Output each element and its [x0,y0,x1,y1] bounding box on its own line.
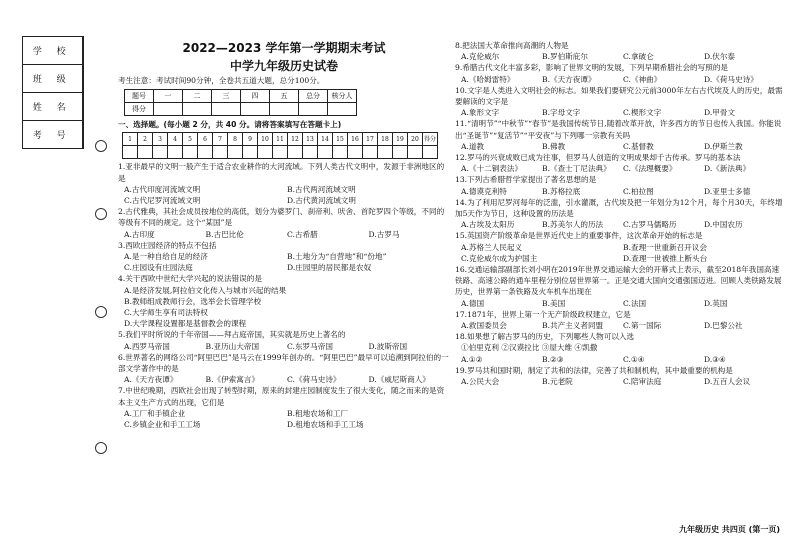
question-option: A.《十二铜表法》 [461,164,523,174]
answer-cell[interactable] [258,146,273,159]
question [455,174,785,196]
right-column [455,40,785,387]
question-option: B.《天方夜谭》 [542,74,596,84]
question-option: C.克伦威尔成为护国主 [461,253,538,263]
name-field[interactable] [82,93,84,121]
question-stem: 13.下列古希腊哲学家提出了著名思想的是 [455,175,597,185]
question-option: D.查理一世被推上断头台 [623,253,708,263]
question [118,329,450,351]
score-cell[interactable] [328,103,357,116]
answer-cell[interactable] [348,146,363,159]
name-label: 姓 名 [23,93,83,121]
exam-number-label: 考 号 [23,121,83,149]
question-option: C.《神曲》 [623,74,662,84]
answer-cell[interactable] [243,146,258,159]
answer-cell[interactable] [408,146,423,159]
binding-holes [95,0,109,550]
option-row [455,320,785,331]
score-cell[interactable] [270,103,299,116]
question-option: B.《伊索寓言》 [205,375,260,385]
answer-number-cell: 10 [258,133,273,146]
option-row [455,107,785,118]
school-label: 学 校 [23,37,83,65]
question-option: D.波斯帝国 [368,341,408,351]
answer-number-cell: 16 [348,133,363,146]
question-option: A.《哈姆雷特》 [461,74,515,84]
answer-cell[interactable] [123,146,138,159]
question-option: A.克伦威尔 [461,52,500,62]
option-row [455,253,785,264]
option-row [455,376,785,387]
answer-cell[interactable] [273,146,288,159]
question-option: B.古巴比伦 [205,229,244,239]
question-option: C.第一国际 [623,321,662,331]
question-option: D.古代黄河流域文明 [287,196,356,206]
answer-number-cell: 6 [198,133,213,146]
question [118,273,450,329]
question-option: A.①② [461,354,483,364]
question-option: C.东罗马帝国 [287,341,333,351]
score-header-cell: 五 [270,90,299,103]
option-row [455,219,785,230]
question [118,240,450,274]
question-option: D.伊斯兰教 [704,141,743,151]
option-row [118,195,450,206]
question-option: B.美国 [542,298,566,308]
score-table [124,89,357,116]
answer-cell[interactable] [153,146,168,159]
answer-number-cell: 13 [303,133,318,146]
question-option: D.古罗马 [368,229,400,239]
question-option: A.公民大会 [461,377,500,387]
question-option: C.大学师生享有司法特权 [124,308,208,318]
question-option: B.苏格拉底 [542,186,581,196]
question-stem: 14.为了利用尼罗河每年的泛滥，引水灌溉，古代埃及把一年划分为12个月，每个月30天，年终增加5天作为节日，这种设置的历法是 [455,197,783,219]
binding-hole [95,208,107,220]
question-option: B.亚历山大帝国 [205,341,260,351]
answer-card [122,132,438,159]
question [118,161,450,206]
question-stem: 11.“清明节”“中秋节”“春节”是我国传统节日,随着改革开放，许多西方的节日也传入我国。你能说出“圣诞节”“复活节”“平安夜”与下列哪一宗教有关吗 [455,119,782,140]
question-option: D.五百人会议 [704,377,751,387]
score-cell[interactable] [299,103,328,116]
answer-number-cell: 2 [138,133,153,146]
option-row [118,374,450,385]
question-option: C.拿破仑 [623,52,654,62]
answer-cell[interactable] [213,146,228,159]
question-list-right [455,40,785,387]
score-header-cell: 题号 [125,90,154,103]
question-option: A.苏格兰人民起义 [461,242,523,252]
question-stem: 18.如果想了解古罗马的历史，下列哪些人物可以入选 [455,332,635,342]
question-stem: 15.英国资产阶级革命是世界近代史上的重要事件，这次革命开始的标志是 [455,231,703,241]
answer-number-cell: 17 [363,133,378,146]
score-header-cell: 四 [241,90,270,103]
binding-hole [95,442,107,454]
answer-number-cell: 7 [213,133,228,146]
answer-number-cell: 1 [123,133,138,146]
question-option: D.③④ [704,354,726,364]
question-option: B.《查士丁尼法典》 [542,164,611,174]
question [455,331,785,353]
exam-note: 考生注意：考试时间90分钟，全卷共五道大题，总分100分。 [118,76,325,85]
option-row [455,354,785,365]
question-option: A.古埃及太阳历 [461,220,515,230]
score-cell[interactable] [212,103,241,116]
question-option: A.道教 [461,141,485,151]
question-option: D.《新法典》 [704,164,751,174]
option-row [118,262,450,273]
option-row [118,419,450,430]
question-stem: 9.希腊古代文化丰富多彩，影响了世界文明的发展，下列早期希腊社会的写照的是 [455,63,729,73]
answer-cell[interactable] [198,146,213,159]
question-option: C.《荷马史诗》 [287,375,341,385]
question-option: C.古希腊 [287,229,318,239]
option-row [455,74,785,85]
question-option: B.查理一世重新召开议会 [623,242,707,252]
score-cell[interactable] [241,103,270,116]
score-header-cell: 三 [212,90,241,103]
question-option: A.古代印度河流域文明 [124,184,201,194]
question [455,152,785,174]
question-option: B.古代两河流域文明 [287,184,356,194]
question-stem: 19.罗马共和国时期，制定了共和的法律，完善了共和制机构，其中最重要的机构是 [455,365,733,375]
question-option: B.共产主义者同盟 [542,321,604,331]
score-cell[interactable] [154,103,183,116]
score-header-cell: 一 [154,90,183,103]
question [455,230,785,264]
score-header-cell: 核分人 [328,90,357,103]
question-option: D.中国农历 [704,220,743,230]
question [455,365,785,387]
question-option: A.西罗马帝国 [124,341,170,351]
score-row-label: 得分 [125,103,154,116]
answer-number-cell: 12 [288,133,303,146]
question [455,309,785,331]
binding-hole [95,140,107,152]
question-option: A.《天方夜谭》 [124,375,178,385]
question [118,385,450,430]
answer-number-cell: 8 [228,133,243,146]
answer-number-cell: 11 [273,133,288,146]
question-option: C.楔形文字 [623,108,662,118]
question-option: C.古罗马儒略历 [623,220,677,230]
answer-number-cell: 15 [333,133,348,146]
answer-number-cell: 18 [378,133,393,146]
answer-number-cell: 5 [183,133,198,146]
question-option: A.工厂和手镇企业 [124,408,186,418]
question-option: C.基督教 [623,141,654,151]
question [455,354,785,365]
question-stem: 10.文字是人类进入文明社会的标志。如果我们要研究公元前3000年左右古代埃及人的历史，最需要解读的文字是 [455,85,783,107]
question-option: B.教师组成教师行会，选举会长管理学校 [124,296,262,306]
answer-cell[interactable] [303,146,318,159]
score-cell[interactable] [183,103,212,116]
answer-cell[interactable] [333,146,348,159]
question-option: A.象形文字 [461,108,500,118]
question-option: C.法国 [623,298,647,308]
question [455,118,785,152]
question-stem: 5.我们平时所说的千年帝国——拜占庭帝国，其实就是历史上著名的 [118,330,346,340]
question-option: C.古代尼罗河流域文明 [124,196,201,206]
exam-number-field[interactable] [82,121,84,149]
question-stem: 6.世界著名的网络公司“阿里巴巴”是马云在1999年创办的。“阿里巴巴”最早可以追溯到阿拉伯的一部文学著作中的是 [118,352,449,374]
question-option: C.柏拉图 [623,186,654,196]
question [455,197,785,231]
answer-number-cell: 14 [318,133,333,146]
student-info-table [22,36,84,149]
answer-cell[interactable] [318,146,333,159]
option-row [455,141,785,152]
class-label: 班 级 [23,65,83,93]
question [455,85,785,119]
question-option: B.佛教 [542,141,566,151]
section-heading: 一、选择题。(每小题 2 分，共 40 分。请将答案填写在答题卡上) [118,120,342,130]
answer-cell[interactable] [288,146,303,159]
option-row [118,229,450,240]
answer-cell[interactable] [228,146,243,159]
left-column [118,40,450,430]
answer-number-cell: 3 [153,133,168,146]
answer-cell[interactable] [393,146,408,159]
question-option: C.庄园设有庄园法庭 [124,263,193,273]
question-option: C.①④ [623,354,645,364]
answer-number-cell: 得分 [423,133,438,146]
question-option: D.亚里士多德 [704,186,751,196]
answer-cell[interactable] [168,146,183,159]
question-stem: 16.交通运输部副部长刘小明在2019年世界交通运输大会的开幕式上表示，截至2018年我国高速铁路、高速公路的通车里程分别位居世界第一。正是交通大国向交通强国迈进。回顾人类铁路发展历史，世界第一条铁路及火车机车出现在 [455,265,782,297]
answer-cell[interactable] [423,146,438,159]
question-option: D.甲骨文 [704,108,736,118]
option-row [455,51,785,62]
option-row [118,251,450,262]
question-option: A.德国 [461,298,485,308]
question-stem: 1.亚非最早的文明一般产生于适合农业耕作的大河流域。下列人类古代文明中，发源于非洲地区的是 [118,162,445,183]
exam-subtitle: 中学九年级历史试卷 [229,59,338,73]
answer-cell[interactable] [138,146,153,159]
question-option: C.陪审法庭 [623,377,662,387]
question-option: A.救国委员会 [461,321,507,331]
question-option: D.伏尔泰 [704,52,736,62]
question-option: ①伯里克利 ②汉谟拉比 ③屋大维 ④凯撒 [461,343,598,353]
question-option: A.是经济发展,阿拉伯文化传入与城市兴起的结果 [124,285,287,295]
score-header-cell: 总分 [299,90,328,103]
question-option: A.古印度 [124,229,155,239]
question-option: C.《法理概要》 [623,164,677,174]
question-stem: 2.古代雅典，其社会成员按地位的高低，划分为婆罗门、刹帝利、吠舍、首陀罗四个等级，不同的等级有不同的规定。这个“某国”是 [118,207,445,228]
answer-number-cell: 20 [408,133,423,146]
question-list-left [118,161,450,430]
class-field[interactable] [82,65,84,93]
option-row [455,242,785,253]
question-option: B.字母文字 [542,108,581,118]
question-option: D.英国 [704,298,728,308]
question-option: A.德谟克利特 [461,186,507,196]
question-option: A.是一种自给自足的经济 [124,252,208,262]
question-option: B.②③ [542,354,564,364]
question-option: D.《威尼斯商人》 [368,375,430,385]
question [455,264,785,309]
school-field[interactable] [82,37,84,65]
binding-strip [22,36,84,149]
question-stem: 4.关于西欧中世纪大学兴起的说法错误的是 [118,274,262,284]
question [455,62,785,84]
binding-hole [95,306,107,318]
option-row [118,408,450,419]
answer-cell[interactable] [378,146,393,159]
question-option: B.苏美尔人的历法 [542,220,604,230]
question-option: D.租地农场和手工工场 [287,420,364,430]
option-row [118,184,450,195]
option-row [118,341,450,352]
question-stem: 3.西欧庄园经济的特点不包括 [118,240,217,250]
answer-number-cell: 4 [168,133,183,146]
question-option: D.庄园里的居民都是农奴 [287,263,372,273]
answer-number-cell: 9 [243,133,258,146]
answer-number-cell: 19 [393,133,408,146]
answer-cell[interactable] [183,146,198,159]
option-row [455,298,785,309]
question-option: D.巴黎公社 [704,321,743,331]
question-stem: 7.中世纪晚期，西欧社会出现了转型时期，原来的封建庄园制度发生了很大变化，随之而来的是资本主义生产方式的出现，它们是 [118,386,445,407]
page-footer: 九年级历史 共四页 (第一页) [679,525,780,534]
answer-cell[interactable] [363,146,378,159]
exam-title: 2022—2023 学年第一学期期末考试 [182,41,386,55]
question [118,206,450,240]
question-option: B.租地农场和工厂 [287,408,349,418]
question-option: D.《荷马史诗》 [704,74,758,84]
question-option: B.罗伯斯庇尔 [542,52,588,62]
question [118,352,450,386]
option-row [455,163,785,174]
question [455,40,785,62]
question-option: C.乡镇企业和手工工场 [124,420,201,430]
question-option: B.元老院 [542,377,573,387]
question-option: B.土地分为“自营地”和“份地” [287,252,387,262]
option-row [455,186,785,197]
question-stem: 17.1871年，世界上第一个无产阶级政权建立，它是 [455,309,631,319]
question-option: D.大学课程设置都是基督教会的课程 [124,319,247,329]
question-stem: 8.把法国大革命推向高潮的人物是 [455,41,569,50]
score-header-cell: 二 [183,90,212,103]
question-stem: 12.罗马的兴衰成败已成为往事，但罗马人创造的文明成果却千古传承。罗马的基本法 [455,153,741,163]
